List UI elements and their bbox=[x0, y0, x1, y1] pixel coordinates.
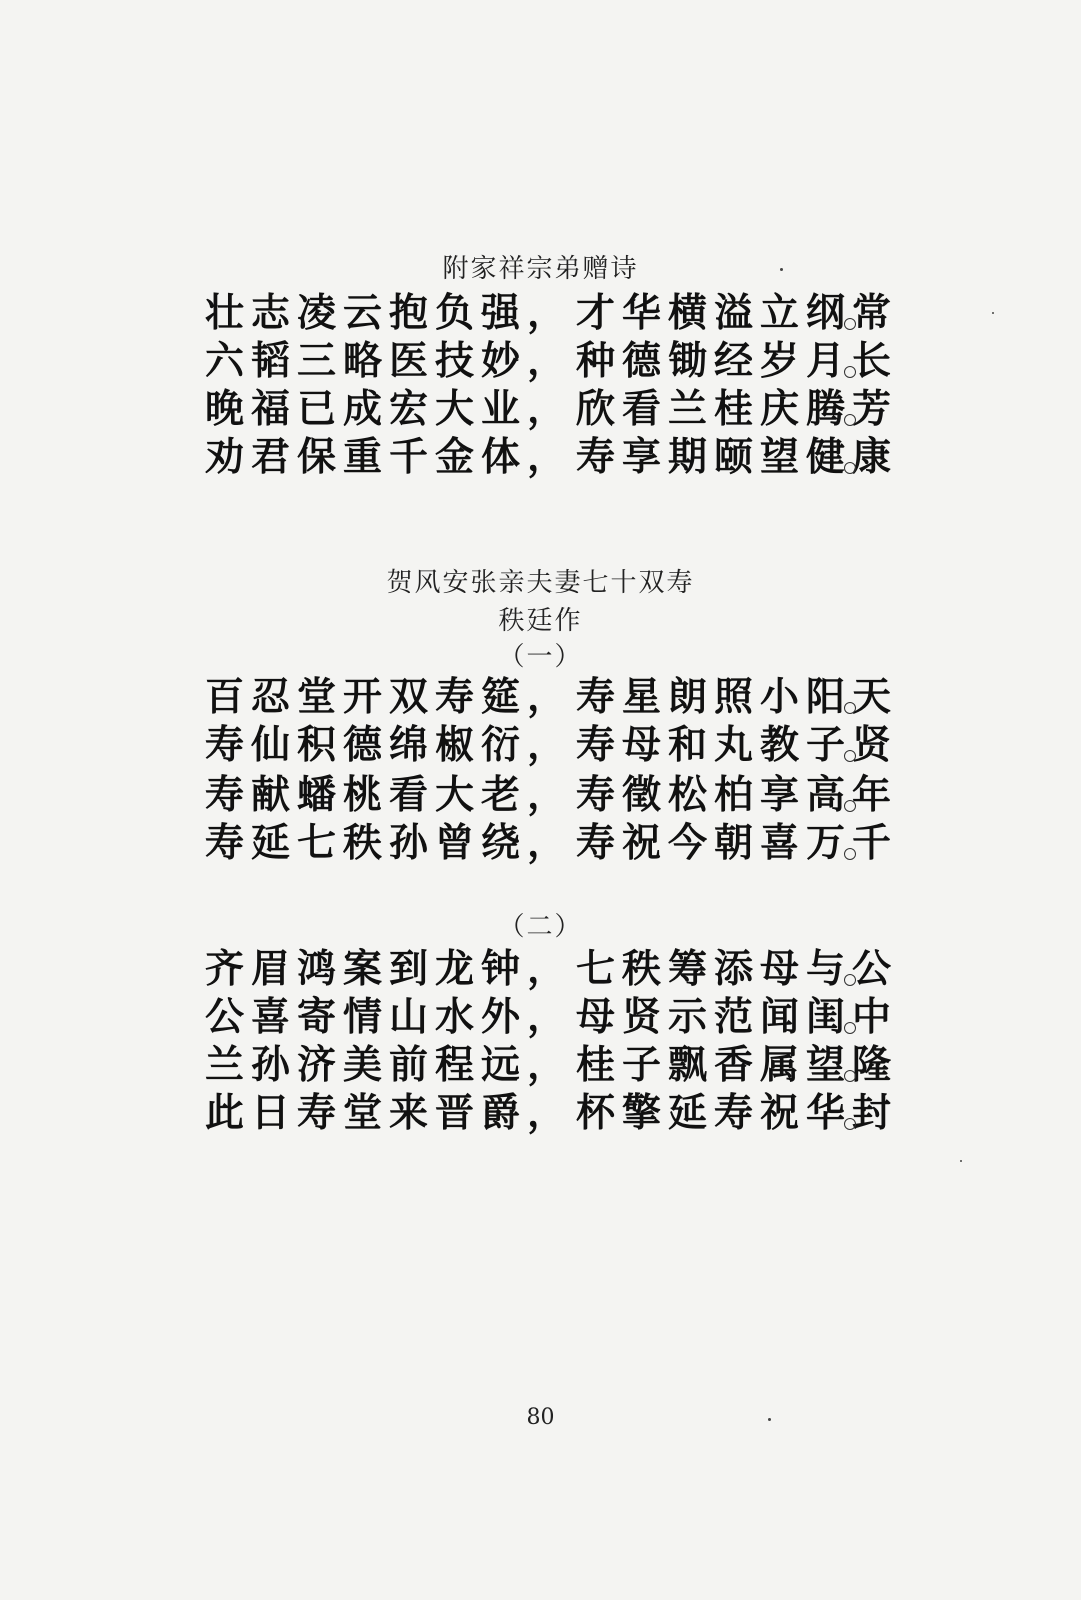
poem1-title: 附家祥宗弟赠诗 bbox=[442, 254, 639, 284]
line-second-half: 寿母和丸教子贤 bbox=[576, 722, 899, 768]
poem2-part1-line-2 bbox=[205, 720, 899, 770]
line-first-half: 劝君保重千金体 bbox=[205, 434, 528, 480]
full-stop-mark bbox=[844, 462, 856, 474]
line-comma: ， bbox=[527, 674, 577, 720]
line-first-half: 公喜寄情山水外 bbox=[205, 994, 528, 1040]
scan-speck bbox=[780, 268, 783, 271]
scan-speck bbox=[960, 1160, 962, 1162]
poem2-part1-line-4 bbox=[205, 818, 899, 868]
poem2-part1-line-3 bbox=[205, 770, 899, 820]
line-first-half: 晚福已成宏大业 bbox=[205, 386, 528, 432]
line-second-half: 七秩筹添母与公 bbox=[576, 946, 899, 992]
line-first-half: 齐眉鸿案到龙钟 bbox=[205, 946, 528, 992]
line-first-half: 壮志凌云抱负强 bbox=[205, 290, 528, 336]
poem2-part2-label: （二） bbox=[498, 912, 583, 942]
line-comma: ， bbox=[527, 722, 577, 768]
poem1-line-2 bbox=[205, 336, 899, 386]
line-second-half: 寿祝今朝喜万千 bbox=[576, 820, 899, 866]
poem2-title: 贺风安张亲夫妻七十双寿 bbox=[386, 568, 695, 598]
line-comma: ， bbox=[527, 1042, 577, 1088]
full-stop-mark bbox=[844, 974, 856, 986]
poem2-part2-line-2 bbox=[205, 992, 899, 1042]
line-second-half: 桂子飘香属望隆 bbox=[576, 1042, 899, 1088]
page-number: 80 bbox=[526, 1405, 555, 1430]
line-second-half: 欣看兰桂庆腾芳 bbox=[576, 386, 899, 432]
full-stop-mark bbox=[844, 414, 856, 426]
poem2-part2-line-4 bbox=[205, 1088, 899, 1138]
scan-speck bbox=[992, 312, 994, 314]
full-stop-mark bbox=[844, 848, 856, 860]
full-stop-mark bbox=[844, 1022, 856, 1034]
line-comma: ， bbox=[527, 386, 577, 432]
line-first-half: 寿献蟠桃看大老 bbox=[205, 772, 528, 818]
line-first-half: 百忍堂开双寿筵 bbox=[205, 674, 528, 720]
line-comma: ， bbox=[527, 1090, 577, 1136]
full-stop-mark bbox=[844, 318, 856, 330]
line-comma: ， bbox=[527, 772, 577, 818]
line-comma: ， bbox=[527, 290, 577, 336]
full-stop-mark bbox=[844, 800, 856, 812]
line-second-half: 种德锄经岁月长 bbox=[576, 338, 899, 384]
poem1-line-3 bbox=[205, 384, 899, 434]
poem2-author: 秩廷作 bbox=[498, 606, 583, 636]
line-second-half: 才华横溢立纲常 bbox=[576, 290, 899, 336]
poem2-part1-label: （一） bbox=[498, 642, 583, 672]
line-comma: ， bbox=[527, 338, 577, 384]
line-first-half: 六韬三略医技妙 bbox=[205, 338, 528, 384]
poem1-line-1 bbox=[205, 288, 899, 338]
line-comma: ， bbox=[527, 820, 577, 866]
poem2-part2-line-3 bbox=[205, 1040, 899, 1090]
full-stop-mark bbox=[844, 750, 856, 762]
line-second-half: 寿徵松柏享高年 bbox=[576, 772, 899, 818]
poem1-line-4 bbox=[205, 432, 899, 482]
line-second-half: 寿享期颐望健康 bbox=[576, 434, 899, 480]
full-stop-mark bbox=[844, 702, 856, 714]
line-comma: ， bbox=[527, 994, 577, 1040]
line-comma: ， bbox=[527, 946, 577, 992]
full-stop-mark bbox=[844, 1070, 856, 1082]
poem2-part2-line-1 bbox=[205, 944, 899, 994]
line-comma: ， bbox=[527, 434, 577, 480]
line-second-half: 母贤示范闻闺中 bbox=[576, 994, 899, 1040]
full-stop-mark bbox=[844, 366, 856, 378]
line-first-half: 寿仙积德绵椒衍 bbox=[205, 722, 528, 768]
full-stop-mark bbox=[844, 1118, 856, 1130]
line-second-half: 寿星朗照小阳天 bbox=[576, 674, 899, 720]
poem2-part1-line-1 bbox=[205, 672, 899, 722]
scan-speck bbox=[768, 1418, 771, 1421]
line-first-half: 兰孙济美前程远 bbox=[205, 1042, 528, 1088]
line-first-half: 寿延七秩孙曾绕 bbox=[205, 820, 528, 866]
line-second-half: 杯擎延寿祝华封 bbox=[576, 1090, 899, 1136]
line-first-half: 此日寿堂来晋爵 bbox=[205, 1090, 528, 1136]
